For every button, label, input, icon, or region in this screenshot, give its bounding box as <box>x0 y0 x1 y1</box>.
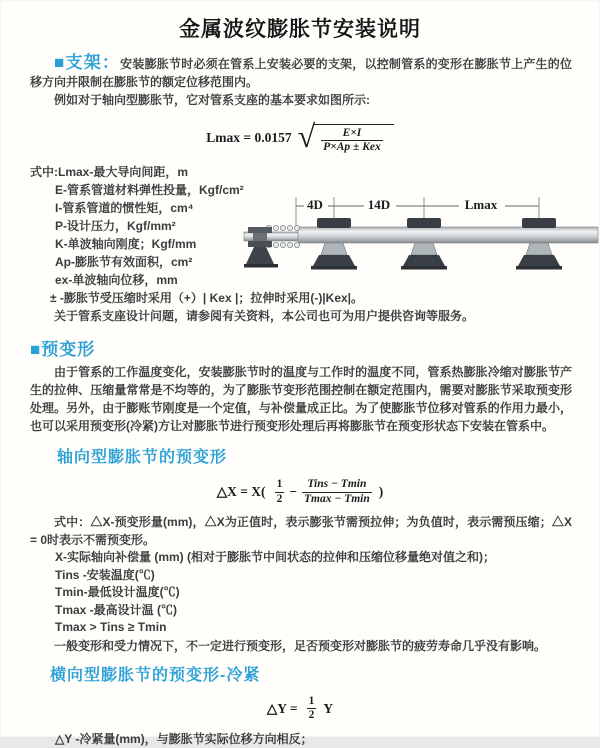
definition-line: ± -膨胀节受压缩时采用（+）| Kex |；拉伸时采用(-)|Kex|。 <box>50 289 600 307</box>
predeform-paragraph: 由于管系的工作温度变化，安装膨胀节时的温度与工作时的温度不同，管系热膨胀冷缩对膨胀节产生的拉伸、压缩量常常是不均等的，为了膨胀节变形范围控制在额定范围内，需要对膨胀节采取预变形处理。另外，由于膨账节刚度是一个定值，与补偿量成正比。为了使膨胀节位移对管系的作用力最小，也可以采用预变形(冷紧)方让对膨胀节进行预变形处理后再将膨胀节在预变形状态下安装在管系中。 <box>30 363 572 435</box>
support-intro-text: 安装膨胀节时必须在管系上安装必要的支架，以控制管系的变形在膨胀节上产生的位移方向并限制在膨胀节的额定位移范围内。 <box>30 57 572 89</box>
fraction-numerator: E×I <box>321 127 383 140</box>
pipe <box>298 227 598 243</box>
axial-note: 式中：△X-预变形量(mm)，△X为正值时，表示膨张节需预拉伸；为负值时，表示需预压缩；△X = 0时表示不需预变形。 <box>30 513 572 549</box>
guide-support <box>401 218 447 270</box>
temperature-fraction <box>302 478 372 505</box>
dim-label-14d: 14D <box>368 197 390 212</box>
axial-note: Tins -安装温度(℃) <box>55 567 600 585</box>
support-spacing-diagram <box>244 189 598 284</box>
axial-note: X-实际轴向补偿量 (mm) (相对于膨胀节中间状态的拉伸和压缩位移量绝对值之和)； <box>55 549 600 567</box>
fraction-numerator: Tins − Tmin <box>302 478 372 491</box>
definition-line: ex-单波轴向位移，mm <box>55 271 600 289</box>
definition-line: E-管系管道材料弹性投量，Kgf/cm² <box>55 181 600 199</box>
lmax-fraction <box>321 127 383 154</box>
support-paragraph <box>30 54 572 91</box>
lateral-formula-rhs: Y <box>323 701 333 717</box>
definition-line: I-管系管道的惯性矩，cm⁴ <box>55 199 600 217</box>
lmax-formula-lhs: Lmax = 0.0157 <box>206 130 291 146</box>
lateral-formula-lhs: △Y = <box>267 701 298 717</box>
axial-predeform-formula <box>0 475 600 509</box>
fraction-denominator: 2 <box>307 708 317 722</box>
lateral-note: △Y -冷紧量(mm)，与膨胀节实际位移方向相反； <box>55 731 600 748</box>
axial-note: 一般变形和受力情况下，不一定进行预变形，足否预变形对膨胀节的疲劳寿命几乎没有影响。 <box>30 637 572 655</box>
one-half-fraction <box>275 478 285 505</box>
fraction-numerator: 1 <box>307 695 317 708</box>
dim-label-4d: 4D <box>307 197 323 212</box>
definition-line: Ap-膨胀节有效面积，cm² <box>55 253 600 271</box>
fraction-numerator: 1 <box>275 478 285 491</box>
definition-line: 式中:Lmax-最大导向间距，m <box>30 163 600 181</box>
guide-support <box>516 218 562 270</box>
axial-note: Tmax -最高设计温 (℃) <box>55 602 600 620</box>
radical-expression <box>298 122 394 154</box>
lmax-formula <box>0 119 600 157</box>
lateral-subsection-heading: 横向型膨胀节的预变形-冷紧 <box>50 662 600 685</box>
support-consult-line: 关于管系支座设计问题，请参阅有关资料，本公司也可为用户提供咨询等服务。 <box>30 307 572 325</box>
page-title: 金属波纹膨胀节安装说明 <box>0 0 600 43</box>
inlet-pipe <box>244 232 302 241</box>
definitions-area <box>0 163 600 307</box>
axial-formula-lhs: △X = X( <box>217 484 266 500</box>
axial-subsection-heading: 轴向型膨胀节的预变形 <box>57 444 600 467</box>
radical-sign: √ <box>298 122 316 150</box>
fraction-denominator: P×Ap ± Kex <box>321 140 383 154</box>
definition-line: K-单波轴向刚度；Kgf/mm <box>55 235 600 253</box>
axial-note: Tmin-最低设计温度(℃) <box>55 584 600 602</box>
support-section-heading: ■支架： <box>54 53 120 72</box>
definition-line: P-设计压力，Kgf/mm² <box>55 217 600 235</box>
one-half-fraction <box>307 695 317 722</box>
fraction-denominator: Tmax − Tmin <box>302 492 372 506</box>
dim-label-lmax: Lmax <box>465 197 498 212</box>
fraction-denominator: 2 <box>275 492 285 506</box>
radicand <box>313 124 394 154</box>
axial-note: Tmax > Tins ≥ Tmin <box>55 619 600 637</box>
support-example-line: 例如对于轴向型膨胀节，它对管系支座的基本要求如图所示: <box>30 91 572 109</box>
lateral-coldtight-formula <box>0 694 600 724</box>
predeform-section-heading: ■预变形 <box>30 335 600 360</box>
guide-support <box>311 218 357 270</box>
minus-sign: − <box>289 484 297 500</box>
axial-formula-rhs: ) <box>379 484 384 500</box>
